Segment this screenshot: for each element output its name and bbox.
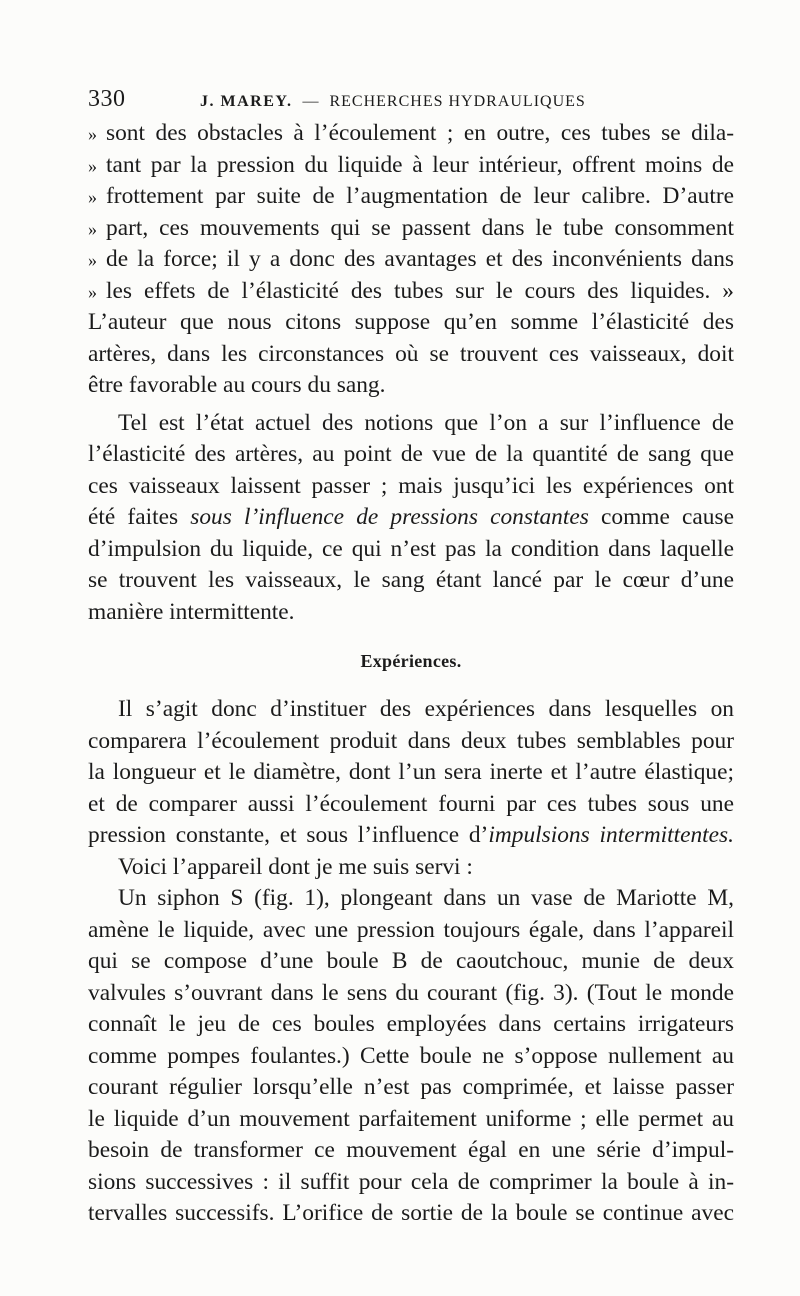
text-line: qui se compose d’une boule B de caoutchouc, munie de deux — [88, 948, 734, 974]
quote-mark: » — [88, 218, 97, 239]
line-text: part, ces mouvements qui se passent dans le tube consomment — [106, 214, 734, 241]
text-line — [88, 244, 734, 276]
text-line: comme pompes foulantes.) Cette boule ne s’oppose nullement au — [88, 1042, 734, 1069]
paragraph-experiments — [88, 694, 734, 852]
line-text: les effets de l’élasticité des tubes sur le cours des liquides. » — [106, 277, 734, 304]
header-dash: — — [302, 93, 320, 110]
line-text: sont des obstacles à l’écoulement ; en outre, ces tubes se dila- — [106, 120, 734, 146]
text-line — [88, 276, 734, 308]
section-heading: Expériences. — [360, 651, 462, 671]
quote-mark: » — [88, 250, 97, 270]
line-text: tant par la pression du liquide à leur intérieur, offrent moins de — [106, 151, 734, 178]
quote-mark: » — [88, 187, 97, 207]
line-text: été faites — [88, 504, 191, 530]
text-line: L’auteur que nous citons suppose qu’en somme l’élasticité des — [88, 309, 734, 335]
running-title — [200, 93, 586, 111]
text-line — [88, 502, 734, 534]
text-line — [88, 181, 734, 213]
text-line: tervalles successifs. L’orifice de sortie de la boule se continue avec — [88, 1200, 734, 1226]
text-line — [88, 118, 734, 150]
text-line: courant régulier lorsqu’elle n’est pas comprimée, et laisse passer — [88, 1074, 734, 1100]
text-line: être favorable au cours du sang. — [88, 372, 386, 398]
text-line: ces vaisseaux laissent passer ; mais jusqu’ici les expériences ont — [88, 472, 734, 499]
italic-phrase: sous l’influence de pressions constantes — [190, 504, 589, 530]
paragraph-current-state — [88, 408, 734, 629]
quote-mark: » — [88, 124, 97, 144]
page-number: 330 — [88, 86, 126, 112]
text-line: besoin de transformer ce mouvement égal en une série d’impul- — [88, 1137, 734, 1163]
quote-mark: » — [88, 155, 97, 176]
text-line: et de comparer aussi l’écoulement fourni par ces tubes sous une — [88, 790, 734, 817]
paragraph-apparatus-intro: Voici l’appareil dont je me suis servi : — [118, 853, 473, 880]
quote-mark: » — [88, 281, 97, 302]
line-text: de la force; il y a donc des avantages et des inconvénients dans — [106, 246, 734, 272]
text-line — [88, 213, 734, 245]
text-line: Tel est l’état actuel des notions que l’on a sur l’influence de — [118, 409, 734, 436]
text-line: l’élasticité des artères, au point de vue de la quantité de sang que — [88, 441, 734, 467]
text-line — [88, 150, 734, 182]
text-line: valvules s’ouvrant dans le sens du courant (fig. 3). (Tout le monde — [88, 979, 734, 1006]
line-text: frottement par suite de l’augmentation de leur calibre. D’autre — [106, 183, 734, 209]
text-line: d’impulsion du liquide, ce qui n’est pas la condition dans laquelle — [88, 535, 734, 562]
text-line: la longueur et le diamètre, dont l’un sera inerte et l’autre élastique; — [88, 759, 734, 785]
text-line: comparera l’écoulement produit dans deux tubes semblables pour — [88, 727, 734, 754]
text-line: se trouvent les vaisseaux, le sang étant lancé par le cœur d’une — [88, 567, 734, 593]
line-text: pression constante, et sous l’influence d’ — [88, 822, 489, 848]
text-line: manière intermittente. — [88, 598, 295, 625]
line-text: comme cause — [588, 504, 734, 530]
text-line: artères, dans les circonstances où se trouvent ces vaisseaux, doit — [88, 340, 734, 367]
text-line: amène le liquide, avec une pression toujours égale, dans l’appareil — [88, 916, 734, 943]
text-line — [88, 820, 734, 852]
italic-phrase: impulsions intermittentes. — [488, 822, 734, 848]
running-title-text: RECHERCHES HYDRAULIQUES — [329, 93, 586, 110]
text-line: le liquide d’un mouvement parfaitement uniforme ; elle permet au — [88, 1105, 734, 1132]
author-name: J. MAREY. — [200, 93, 293, 110]
paragraph-apparatus — [88, 883, 734, 1230]
text-line: Un siphon S (fig. 1), plongeant dans un vase de Mariotte M, — [118, 885, 734, 911]
text-line: Il s’agit donc d’instituer des expériences dans lesquelles on — [118, 696, 734, 722]
running-header — [88, 86, 734, 118]
paragraph-quotation — [88, 118, 734, 402]
text-line: connaît le jeu de ces boules employées dans certains irrigateurs — [88, 1011, 734, 1037]
text-line: sions successives : il suffit pour cela de comprimer la boule à in- — [88, 1168, 734, 1195]
page — [88, 86, 734, 1230]
